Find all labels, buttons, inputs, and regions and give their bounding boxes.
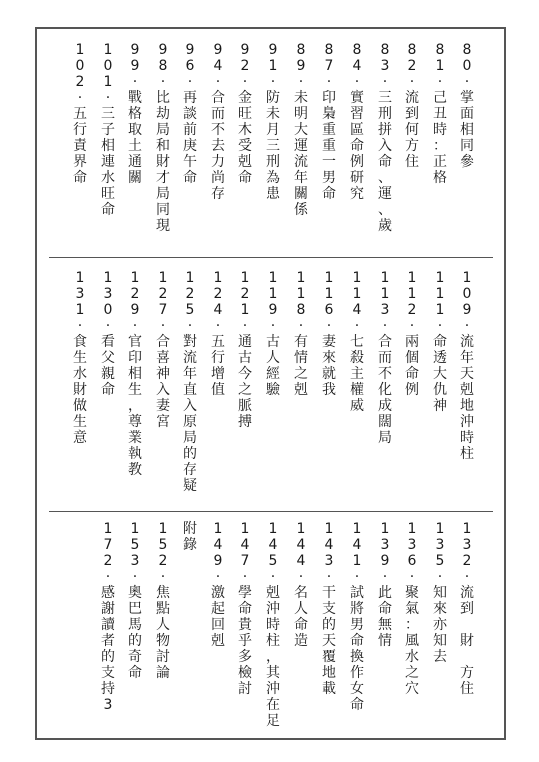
toc-entry: 1 1 9 · 古 人 經 驗 xyxy=(266,270,280,398)
toc-entry: 1 1 4 · 七 殺 主 權 威 xyxy=(350,270,364,414)
toc-entry: 9 9 · 戰 格 取 土 通 關 xyxy=(128,42,142,186)
toc-entry: 9 6 · 再 談 前 庚 午 命 xyxy=(183,42,197,186)
toc-entry: 9 2 · 金 旺 木 受 剋 命 xyxy=(238,42,252,186)
toc-entry: 1 4 3 · 干 支 的 天 覆 地 載 xyxy=(322,521,336,697)
toc-entry: 1 4 5 · 剋 沖 時 柱 ， 其 沖 在 足 xyxy=(266,521,280,729)
toc-entry: 1 0 2 · 五 行 責 界 命 xyxy=(73,42,87,186)
toc-entry: 1 1 6 · 妻 來 就 我 xyxy=(322,270,336,398)
toc-entry: 1 2 5 · 對 流 年 直 入 原 局 的 存 疑 xyxy=(183,270,197,494)
toc-entry: 1 0 9 · 流 年 天 剋 地 沖 時 柱 xyxy=(460,270,474,462)
toc-entry: 1 3 5 · 知 來 亦 知 去 xyxy=(433,521,447,665)
toc-entry: 1 2 1 · 通 古 今 之 脈 搏 xyxy=(238,270,252,430)
toc-entry: 9 8 · 比 劫 局 和 財 才 局 同 現 xyxy=(156,42,170,234)
toc-entry: 8 4 · 實 習 區 命 例 研 究 xyxy=(350,42,364,202)
toc-entry: 附 錄 xyxy=(183,521,197,553)
toc-entry: 1 3 0 · 看 父 親 命 xyxy=(101,270,115,398)
toc-entry: 1 4 9 · 激 起 回 剋 xyxy=(211,521,225,649)
toc-entry: 1 4 1 · 試 將 男 命 換 作 女 命 xyxy=(350,521,364,713)
toc-entry: 8 9 · 未 明 大 運 流 年 關 係 xyxy=(294,42,308,218)
toc-entry: 8 1 · 己 丑 時 ： 正 格 xyxy=(433,42,447,186)
toc-entry: 8 3 · 三 刑 拼 入 命 、 運 、 歲 xyxy=(378,42,392,234)
toc-entry: 1 3 9 · 此 命 無 情 xyxy=(378,521,392,649)
toc-entry: 8 0 · 掌 面 相 同 參 xyxy=(460,42,474,170)
toc-entry: 1 5 2 · 焦 點 人 物 討 論 xyxy=(156,521,170,681)
toc-entry: 8 7 · 印 梟 重 重 一 男 命 xyxy=(322,42,336,202)
toc-entry: 1 2 4 · 五 行 增 值 xyxy=(211,270,225,398)
toc-entry: 1 2 7 · 合 喜 神 入 妻 宮 xyxy=(156,270,170,430)
toc-entry: 1 0 1 · 三 子 相 連 水 旺 命 xyxy=(101,42,115,218)
toc-entry: 1 1 2 · 兩 個 命 例 xyxy=(405,270,419,398)
toc-entry: 9 4 · 合 而 不 去 力 尚 存 xyxy=(211,42,225,202)
toc-entry: 1 4 4 · 名 人 命 造 xyxy=(294,521,308,649)
toc-entry: 1 1 8 · 有 情 之 剋 xyxy=(294,270,308,398)
toc-entry: 1 7 2 · 感 謝 讀 者 的 支 持 3 xyxy=(101,521,115,713)
toc-entry: 1 3 1 · 食 生 水 財 做 生 意 xyxy=(73,270,87,446)
toc-entry: 8 2 · 流 到 何 方 住 xyxy=(405,42,419,170)
toc-entry: 1 4 7 · 學 命 貴 乎 多 檢 討 xyxy=(238,521,252,697)
toc-entry: 1 1 3 · 合 而 不 化 成 闊 局 xyxy=(378,270,392,446)
section-divider xyxy=(49,511,493,512)
section-divider xyxy=(49,257,493,258)
toc-entry: 1 5 3 · 奧 巴 馬 的 奇 命 xyxy=(128,521,142,681)
toc-entry: 9 1 · 防 未 月 三 刑 為 患 xyxy=(266,42,280,202)
toc-entry: 1 2 9 · 官 印 相 生 ， 尊 業 執 教 xyxy=(128,270,142,478)
toc-entry: 1 3 6 · 聚 氣 ： 風 水 之 穴 xyxy=(405,521,419,697)
toc-entry: 1 1 1 · 命 透 大 仇 神 xyxy=(433,270,447,414)
toc-entry: 1 3 2 · 流 到 財 方 住 xyxy=(460,521,474,697)
